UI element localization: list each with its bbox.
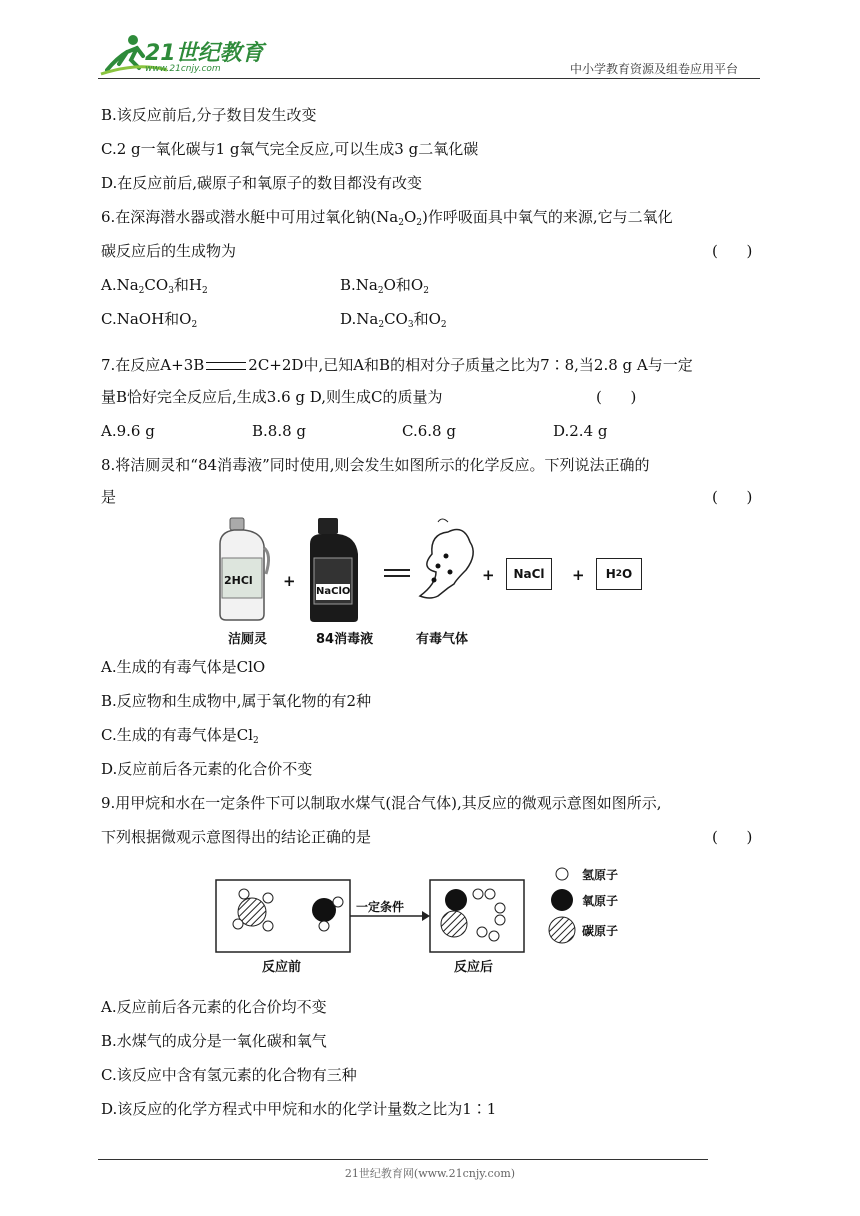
q9-option-b: B.水煤气的成分是一氧化碳和氧气 xyxy=(101,1032,327,1050)
product-water-box: H 2 O xyxy=(596,558,642,590)
legend-carbon: 碳原子 xyxy=(582,924,619,938)
q9-answer-blank: ( ) xyxy=(712,828,753,846)
bleach-bottle-icon xyxy=(310,518,358,622)
q8-stem-line2: 是 xyxy=(101,488,117,506)
q7-stem-line2: 量B恰好完全反应后,生成3.6 g D,则生成C的质量为 xyxy=(101,388,443,406)
water-molecule xyxy=(312,897,343,931)
header-divider xyxy=(98,78,760,79)
q5-option-d: D.在反应前后,碳原子和氧原子的数目都没有改变 xyxy=(101,174,423,192)
q8-answer-blank: ( ) xyxy=(712,488,753,506)
q8-figure xyxy=(210,514,650,650)
label-bleach: 84消毒液 xyxy=(316,632,374,647)
q7-option-a: A.9.6 g xyxy=(101,422,155,440)
q6-option-b: $B.Na_2O$和$O_2$ xyxy=(340,276,429,296)
q6-stem-line1: 6.在深海潜水器或潜水艇中可用过氧化钠$(Na_2O_2)$作呼吸面具中氧气的来源,它与二氧化 xyxy=(101,208,673,228)
q5-option-c: C.2 g一氧化碳与1 g氧气完全反应,可以生成3 g二氧化碳 xyxy=(101,140,479,158)
bottle1-formula: 2HCl xyxy=(224,574,253,587)
toilet-cleaner-bottle-icon xyxy=(220,518,269,620)
footer-text: 21世纪教育网(www.21cnjy.com) xyxy=(344,1167,516,1180)
oxygen-legend-icon xyxy=(551,889,573,911)
q7-option-d: D.2.4 g xyxy=(553,422,608,440)
q6-option-a: $A.Na_2CO_3$和$H_2$ xyxy=(101,276,208,296)
q9-stem-line2: 下列根据微观示意图得出的结论正确的是 xyxy=(101,828,372,846)
logo-text: 21世纪教育 xyxy=(145,41,264,66)
q8-option-a: A.生成的有毒气体是ClO xyxy=(101,658,266,676)
hydrogen-legend-icon xyxy=(556,868,568,880)
bottle2-formula: NaClO xyxy=(316,586,351,597)
product-nacl-box: NaCl xyxy=(506,558,552,590)
equals-sign xyxy=(206,362,246,370)
q8-option-c: C.生成的有毒气体是$Cl_2$ xyxy=(101,726,259,746)
q6-option-d: $D.Na_2CO_3$和$O_2$ xyxy=(340,310,447,330)
q7-answer-blank: ( ) xyxy=(596,388,637,406)
plus-sign-1: + xyxy=(283,572,296,590)
plus-sign-3: + xyxy=(572,566,585,584)
q6-option-c: C.NaOH和$O_2$ xyxy=(101,310,198,330)
q8-option-d: D.反应前后各元素的化合价不变 xyxy=(101,760,313,778)
label-after: 反应后 xyxy=(454,960,494,975)
label-toxic-gas: 有毒气体 xyxy=(416,632,469,647)
plus-sign-2: + xyxy=(482,566,495,584)
q7-option-b: B.8.8 g xyxy=(252,422,307,440)
platform-title: 中小学教育资源及组卷应用平台 xyxy=(570,62,739,76)
q6-answer-blank: ( ) xyxy=(712,242,753,260)
q8-stem-line1: 8.将洁厕灵和“84消毒液”同时使用,则会发生如图所示的化学反应。下列说法正确的 xyxy=(101,456,650,474)
q5-option-b: B.该反应前后,分子数目发生改变 xyxy=(101,106,317,124)
footer-divider xyxy=(98,1159,708,1160)
products-molecules xyxy=(441,889,505,941)
methane-molecule xyxy=(233,889,273,931)
legend-hydrogen: 氢原子 xyxy=(582,868,619,882)
toxic-gas-icon xyxy=(420,519,473,598)
q9-option-a: A.反应前后各元素的化合价均不变 xyxy=(101,998,327,1016)
logo-url: www.21cnjy.com xyxy=(145,64,221,74)
q9-stem-line1: 9.用甲烷和水在一定条件下可以制取水煤气(混合气体),其反应的微观示意图如图所示, xyxy=(101,794,662,812)
q9-option-c: C.该反应中含有氢元素的化合物有三种 xyxy=(101,1066,357,1084)
q7-option-c: C.6.8 g xyxy=(402,422,456,440)
label-toilet-cleaner: 洁厕灵 xyxy=(228,632,268,647)
reaction-condition: 一定条件 xyxy=(356,900,405,914)
legend-oxygen: 氧原子 xyxy=(582,894,619,908)
q9-figure xyxy=(210,860,650,978)
q8-option-b: B.反应物和生成物中,属于氧化物的有2种 xyxy=(101,692,372,710)
carbon-legend-icon xyxy=(549,917,575,943)
q6-stem-line2: 碳反应后的生成物为 xyxy=(101,242,237,260)
label-before: 反应前 xyxy=(262,960,302,975)
q9-option-d: D.该反应的化学方程式中甲烷和水的化学计量数之比为1∶1 xyxy=(101,1100,497,1118)
q7-stem-line1: 7.在反应A+3B 2C+2D中,已知A和B的相对分子质量之比为7∶8,当2.8 g A与一定 xyxy=(101,356,693,374)
